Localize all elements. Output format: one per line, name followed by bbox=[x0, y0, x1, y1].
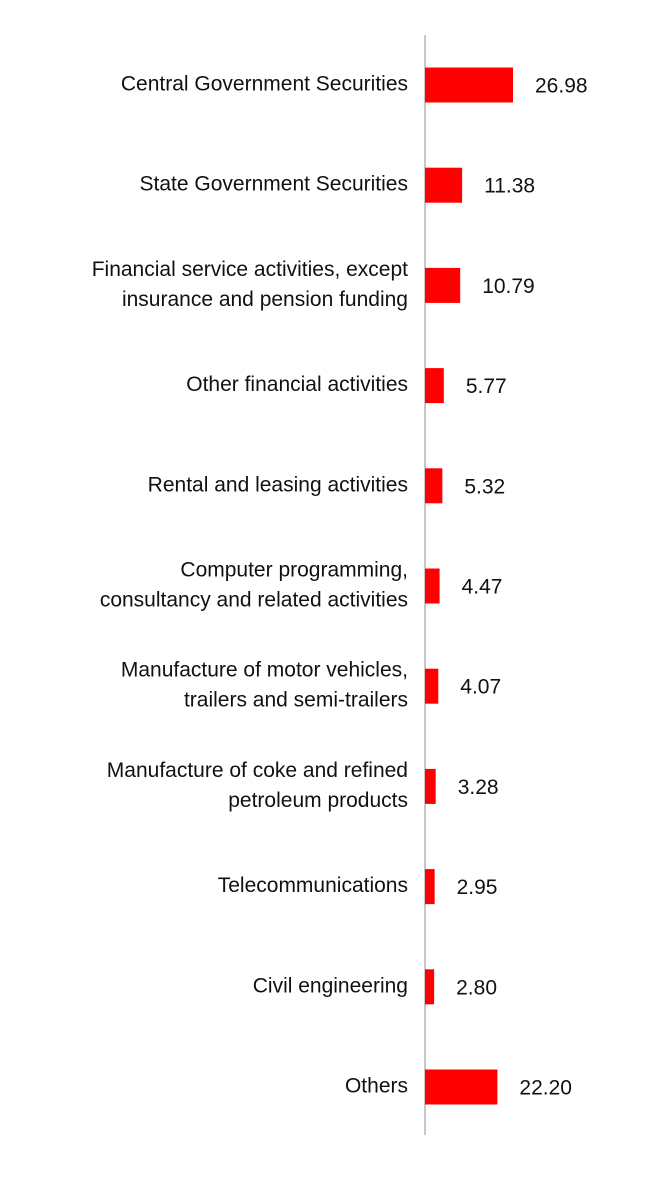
category-label bbox=[92, 258, 408, 311]
bar bbox=[425, 969, 434, 1004]
category-label-line: consultancy and related activities bbox=[99, 588, 408, 612]
category-label-line: Manufacture of coke and refined bbox=[106, 758, 408, 782]
category-label-line: Financial service activities, except bbox=[91, 257, 408, 281]
category-label bbox=[218, 874, 408, 897]
bar bbox=[425, 468, 442, 503]
data-label: 22.20 bbox=[519, 1076, 572, 1100]
category-label-line: Others bbox=[344, 1074, 408, 1098]
data-label: 5.32 bbox=[464, 475, 506, 499]
category-label-line: Central Government Securities bbox=[120, 72, 408, 96]
category-label-line: petroleum products bbox=[228, 788, 408, 812]
category-label bbox=[121, 73, 408, 96]
category-label bbox=[107, 759, 408, 812]
data-label: 4.47 bbox=[461, 575, 503, 599]
bar bbox=[425, 569, 440, 604]
category-label bbox=[345, 1075, 408, 1098]
category-label bbox=[148, 473, 408, 496]
data-label: 11.38 bbox=[484, 174, 536, 198]
category-label-line: insurance and pension funding bbox=[121, 287, 408, 311]
category-label bbox=[186, 373, 408, 396]
bar bbox=[425, 769, 436, 804]
category-label bbox=[100, 559, 408, 612]
bar bbox=[425, 268, 460, 303]
category-label-line: Civil engineering bbox=[252, 974, 408, 998]
data-label: 2.95 bbox=[456, 876, 498, 900]
bar bbox=[425, 168, 462, 203]
category-label bbox=[121, 659, 408, 712]
category-labels-group bbox=[92, 73, 408, 1098]
bar bbox=[425, 1070, 497, 1105]
category-label-line: Other financial activities bbox=[186, 373, 408, 397]
data-label: 10.79 bbox=[482, 274, 535, 298]
bar bbox=[425, 68, 513, 103]
data-label: 5.77 bbox=[465, 375, 507, 399]
bar bbox=[425, 368, 444, 403]
data-label: 2.80 bbox=[456, 976, 498, 1000]
value-labels-group bbox=[456, 75, 587, 1100]
category-label-line: State Government Securities bbox=[139, 172, 408, 196]
category-label-line: Computer programming, bbox=[180, 558, 408, 582]
category-label bbox=[140, 173, 408, 196]
category-label-line: trailers and semi-trailers bbox=[183, 688, 408, 712]
data-label: 4.07 bbox=[460, 675, 502, 699]
bar bbox=[425, 869, 435, 904]
bar bbox=[425, 669, 438, 704]
data-label: 3.28 bbox=[457, 775, 499, 799]
data-label: 26.98 bbox=[535, 74, 588, 98]
category-label-line: Telecommunications bbox=[217, 874, 408, 898]
category-label-line: Rental and leasing activities bbox=[147, 473, 408, 497]
category-label bbox=[253, 974, 408, 997]
category-label-line: Manufacture of motor vehicles, bbox=[120, 658, 408, 682]
